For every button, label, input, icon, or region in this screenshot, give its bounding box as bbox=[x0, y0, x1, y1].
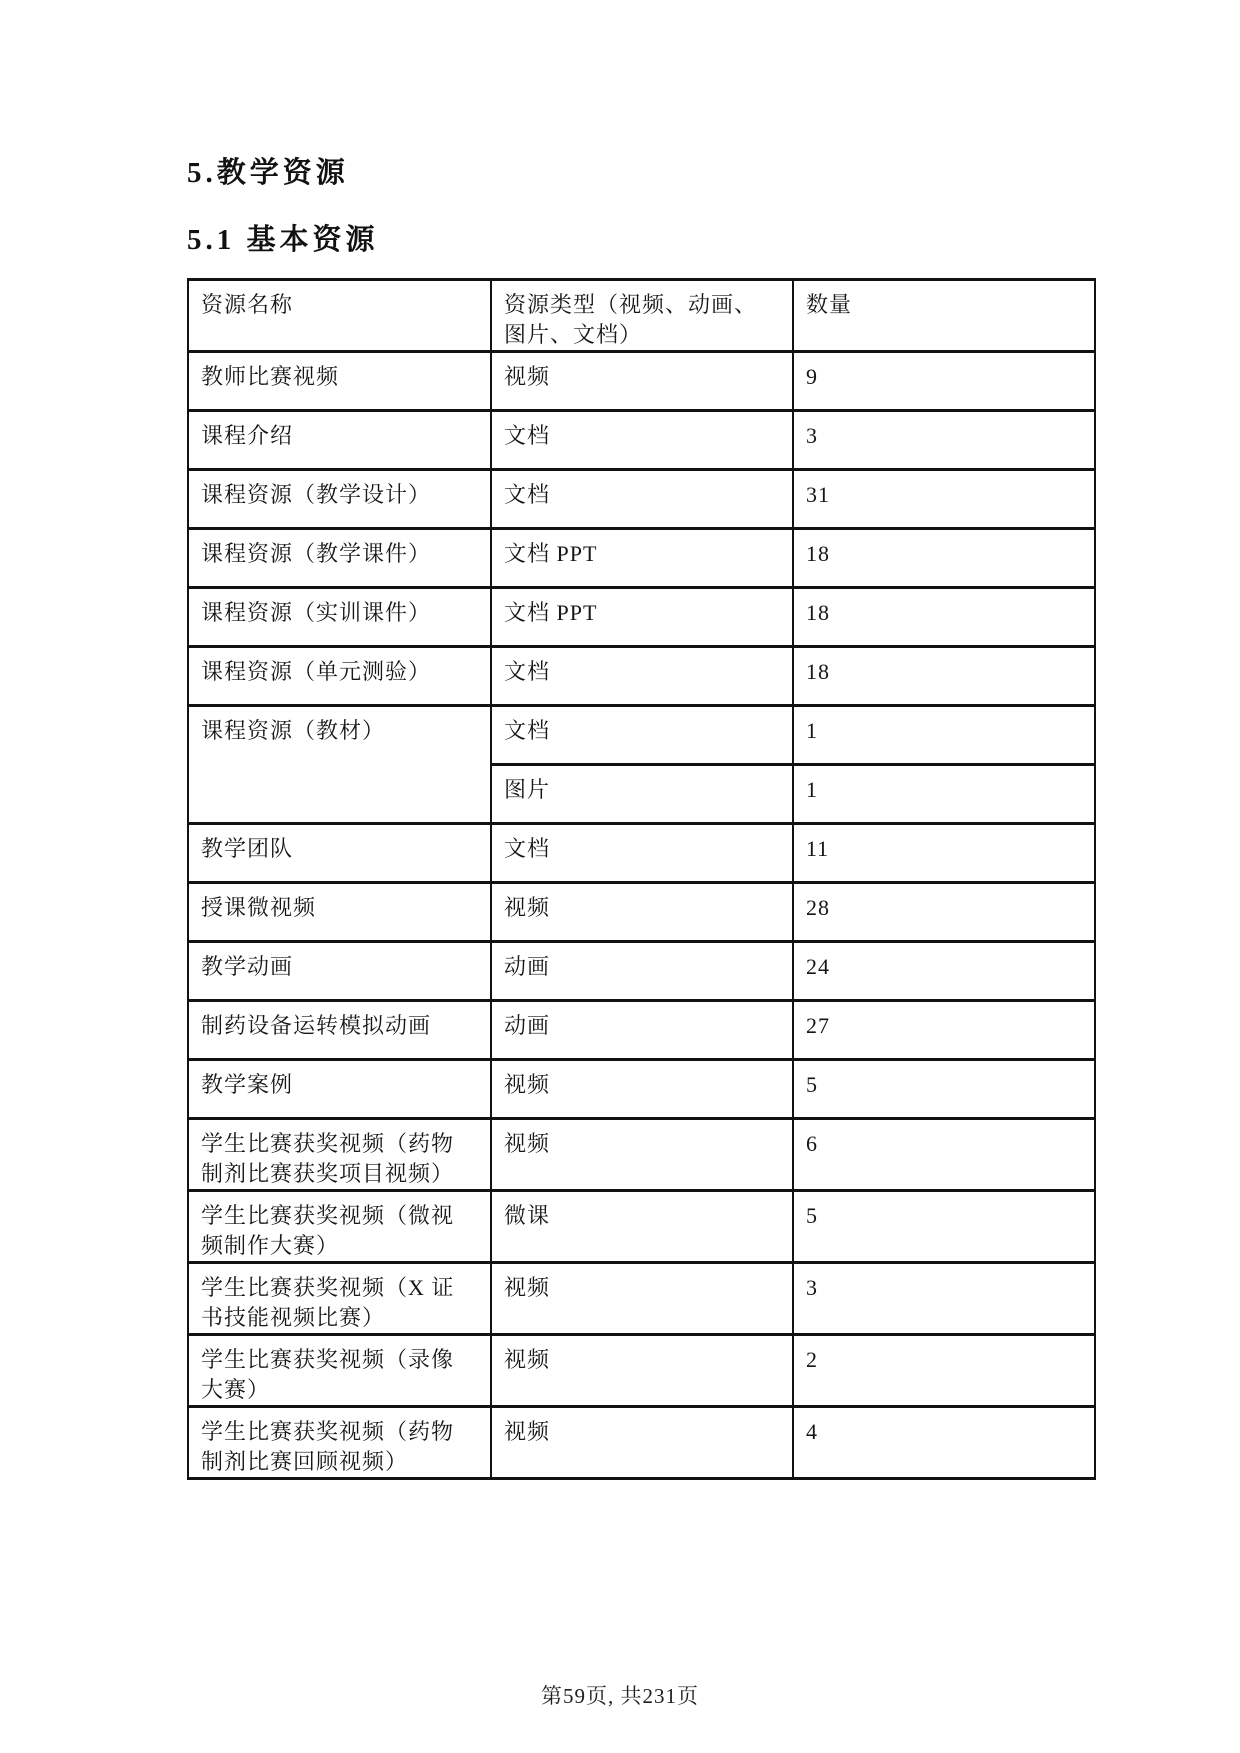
resource-count-cell: 11 bbox=[793, 824, 1095, 883]
resource-type-cell: 视频 bbox=[491, 1335, 793, 1407]
table-row bbox=[188, 411, 1095, 470]
table-row bbox=[188, 1335, 1095, 1407]
table-row bbox=[188, 647, 1095, 706]
table-header-row bbox=[188, 280, 1095, 352]
resource-count-cell: 1 bbox=[793, 765, 1095, 824]
resource-count-cell: 18 bbox=[793, 588, 1095, 647]
resource-name-cell: 课程资源（教学课件） bbox=[188, 529, 491, 588]
resource-type-cell: 视频 bbox=[491, 1119, 793, 1191]
resource-type-cell: 视频 bbox=[491, 1407, 793, 1479]
subsection-heading: 5.1 基本资源 bbox=[187, 224, 379, 256]
table-row bbox=[188, 1060, 1095, 1119]
resource-type-cell: 动画 bbox=[491, 1001, 793, 1060]
basic-resources-table bbox=[187, 278, 1096, 1480]
table-row bbox=[188, 470, 1095, 529]
table-row bbox=[188, 942, 1095, 1001]
table-row bbox=[188, 588, 1095, 647]
table-row bbox=[188, 1263, 1095, 1335]
resource-name-cell: 学生比赛获奖视频（录像大赛） bbox=[188, 1335, 491, 1407]
table-body bbox=[188, 352, 1095, 1479]
column-header: 数量 bbox=[793, 280, 1095, 352]
resource-count-cell: 18 bbox=[793, 647, 1095, 706]
resource-type-cell: 动画 bbox=[491, 942, 793, 1001]
resource-count-cell: 3 bbox=[793, 411, 1095, 470]
resource-type-cell: 视频 bbox=[491, 352, 793, 411]
resource-count-cell: 4 bbox=[793, 1407, 1095, 1479]
resource-type-cell: 视频 bbox=[491, 1060, 793, 1119]
resource-count-cell: 27 bbox=[793, 1001, 1095, 1060]
resource-type-cell: 视频 bbox=[491, 883, 793, 942]
resource-count-cell: 18 bbox=[793, 529, 1095, 588]
resource-count-cell: 2 bbox=[793, 1335, 1095, 1407]
table-row bbox=[188, 1191, 1095, 1263]
page-number-footer: 第59页, 共231页 bbox=[541, 1684, 699, 1708]
resource-type-cell: 文档 PPT bbox=[491, 529, 793, 588]
resource-count-cell: 1 bbox=[793, 706, 1095, 765]
resource-count-cell: 28 bbox=[793, 883, 1095, 942]
resource-type-cell: 文档 bbox=[491, 470, 793, 529]
resource-type-cell: 视频 bbox=[491, 1263, 793, 1335]
resource-name-cell: 学生比赛获奖视频（微视频制作大赛） bbox=[188, 1191, 491, 1263]
table-row bbox=[188, 280, 1095, 352]
resource-count-cell: 5 bbox=[793, 1060, 1095, 1119]
resource-count-cell: 24 bbox=[793, 942, 1095, 1001]
resource-name-cell: 教师比赛视频 bbox=[188, 352, 491, 411]
column-header: 资源名称 bbox=[188, 280, 491, 352]
section-heading: 5.教学资源 bbox=[187, 157, 349, 189]
resource-type-cell: 微课 bbox=[491, 1191, 793, 1263]
resource-type-cell: 文档 PPT bbox=[491, 588, 793, 647]
column-header: 资源类型（视频、动画、图片、文档） bbox=[491, 280, 793, 352]
resource-name-cell: 授课微视频 bbox=[188, 883, 491, 942]
resource-name-cell: 学生比赛获奖视频（药物制剂比赛获奖项目视频） bbox=[188, 1119, 491, 1191]
resource-type-cell: 文档 bbox=[491, 647, 793, 706]
resource-count-cell: 9 bbox=[793, 352, 1095, 411]
resource-name-cell: 课程资源（教材） bbox=[188, 706, 491, 824]
resource-name-cell: 课程资源（教学设计） bbox=[188, 470, 491, 529]
resource-type-cell: 文档 bbox=[491, 706, 793, 765]
resource-name-cell: 教学动画 bbox=[188, 942, 491, 1001]
table-row bbox=[188, 824, 1095, 883]
table-row bbox=[188, 1407, 1095, 1479]
table-row bbox=[188, 352, 1095, 411]
resource-name-cell: 课程资源（单元测验） bbox=[188, 647, 491, 706]
resource-count-cell: 31 bbox=[793, 470, 1095, 529]
table-row bbox=[188, 529, 1095, 588]
table-row bbox=[188, 1001, 1095, 1060]
resource-count-cell: 5 bbox=[793, 1191, 1095, 1263]
resource-type-cell: 文档 bbox=[491, 411, 793, 470]
table-row bbox=[188, 883, 1095, 942]
resource-count-cell: 3 bbox=[793, 1263, 1095, 1335]
resource-type-cell: 文档 bbox=[491, 824, 793, 883]
resource-name-cell: 课程介绍 bbox=[188, 411, 491, 470]
resource-name-cell: 学生比赛获奖视频（X 证书技能视频比赛） bbox=[188, 1263, 491, 1335]
resource-name-cell: 教学案例 bbox=[188, 1060, 491, 1119]
table-row bbox=[188, 1119, 1095, 1191]
resource-type-cell: 图片 bbox=[491, 765, 793, 824]
resource-name-cell: 制药设备运转模拟动画 bbox=[188, 1001, 491, 1060]
resource-count-cell: 6 bbox=[793, 1119, 1095, 1191]
resource-name-cell: 学生比赛获奖视频（药物制剂比赛回顾视频） bbox=[188, 1407, 491, 1479]
table-row bbox=[188, 706, 1095, 765]
resource-name-cell: 课程资源（实训课件） bbox=[188, 588, 491, 647]
resource-name-cell: 教学团队 bbox=[188, 824, 491, 883]
